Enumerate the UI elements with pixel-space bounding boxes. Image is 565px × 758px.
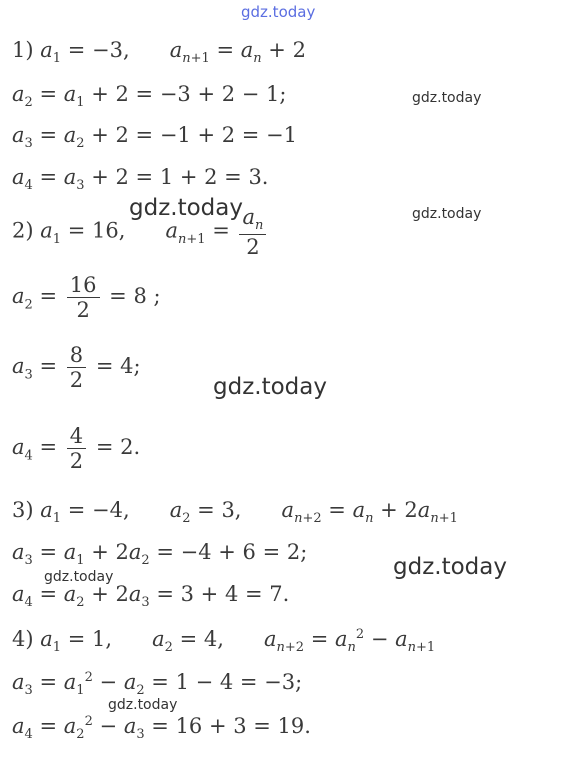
problem-4-condition: 4) $a_1 = 1$, $a_2 = 4$, $a_{n+2} = a_n^2 - a_{n+1}$: [12, 627, 436, 656]
watermark: gdz.today: [393, 554, 507, 580]
problem-4-step-a4: $a_4 = a_2^2 - a_3 = 16 + 3 = 19$.: [12, 714, 311, 743]
watermark: gdz.today: [129, 195, 243, 221]
fraction: $\frac{16}{2}$: [67, 273, 100, 322]
watermark: gdz.today: [108, 697, 178, 713]
problem-3-condition: 3) $a_1 = -4$, $a_2 = 3$, $a_{n+2} = a_n + 2a_{n+1}$: [12, 498, 458, 527]
problem-1-step-a4: $a_4 = a_3 + 2 = 1 + 2 = 3$.: [12, 165, 269, 194]
problem-1-step-a2: $a_2 = a_1 + 2 = -3 + 2 - 1$;: [12, 82, 287, 111]
problem-1-condition: 1) $a_1 = -3$, $a_{n+1} = a_n + 2$: [12, 38, 306, 67]
problem-3-step-a3: $a_3 = a_1 + 2a_2 = -4 + 6 = 2$;: [12, 540, 308, 569]
problem-4-step-a3: $a_3 = a_1^2 - a_2 = 1 - 4 = -3$;: [12, 670, 303, 699]
watermark-top: gdz.today: [241, 3, 316, 21]
problem-1-step-a3: $a_3 = a_2 + 2 = -1 + 2 = -1$: [12, 123, 297, 152]
problem-2-step-a2: $a_2$ = $\frac{16}{2}$ = 8 ;: [12, 273, 161, 323]
watermark: gdz.today: [412, 206, 482, 222]
watermark: gdz.today: [213, 374, 327, 400]
problem-2-condition: 2) $a_1 = 16$, $a_{n+1}$ = $\frac{a_n}{2}$: [12, 205, 269, 259]
fraction: $\frac{8}{2}$: [67, 343, 86, 392]
watermark: gdz.today: [412, 90, 482, 106]
problem-2-step-a4: $a_4$ = $\frac{4}{2}$ = 2.: [12, 424, 141, 474]
fraction: $\frac{4}{2}$: [67, 424, 86, 473]
problem-3-step-a4: $a_4 = a_2 + 2a_3 = 3 + 4 = 7$.: [12, 582, 290, 611]
watermark: gdz.today: [44, 569, 114, 585]
problem-2-step-a3: $a_3$ = $\frac{8}{2}$ = 4;: [12, 343, 141, 393]
fraction: $\frac{a_n}{2}$: [239, 205, 266, 259]
